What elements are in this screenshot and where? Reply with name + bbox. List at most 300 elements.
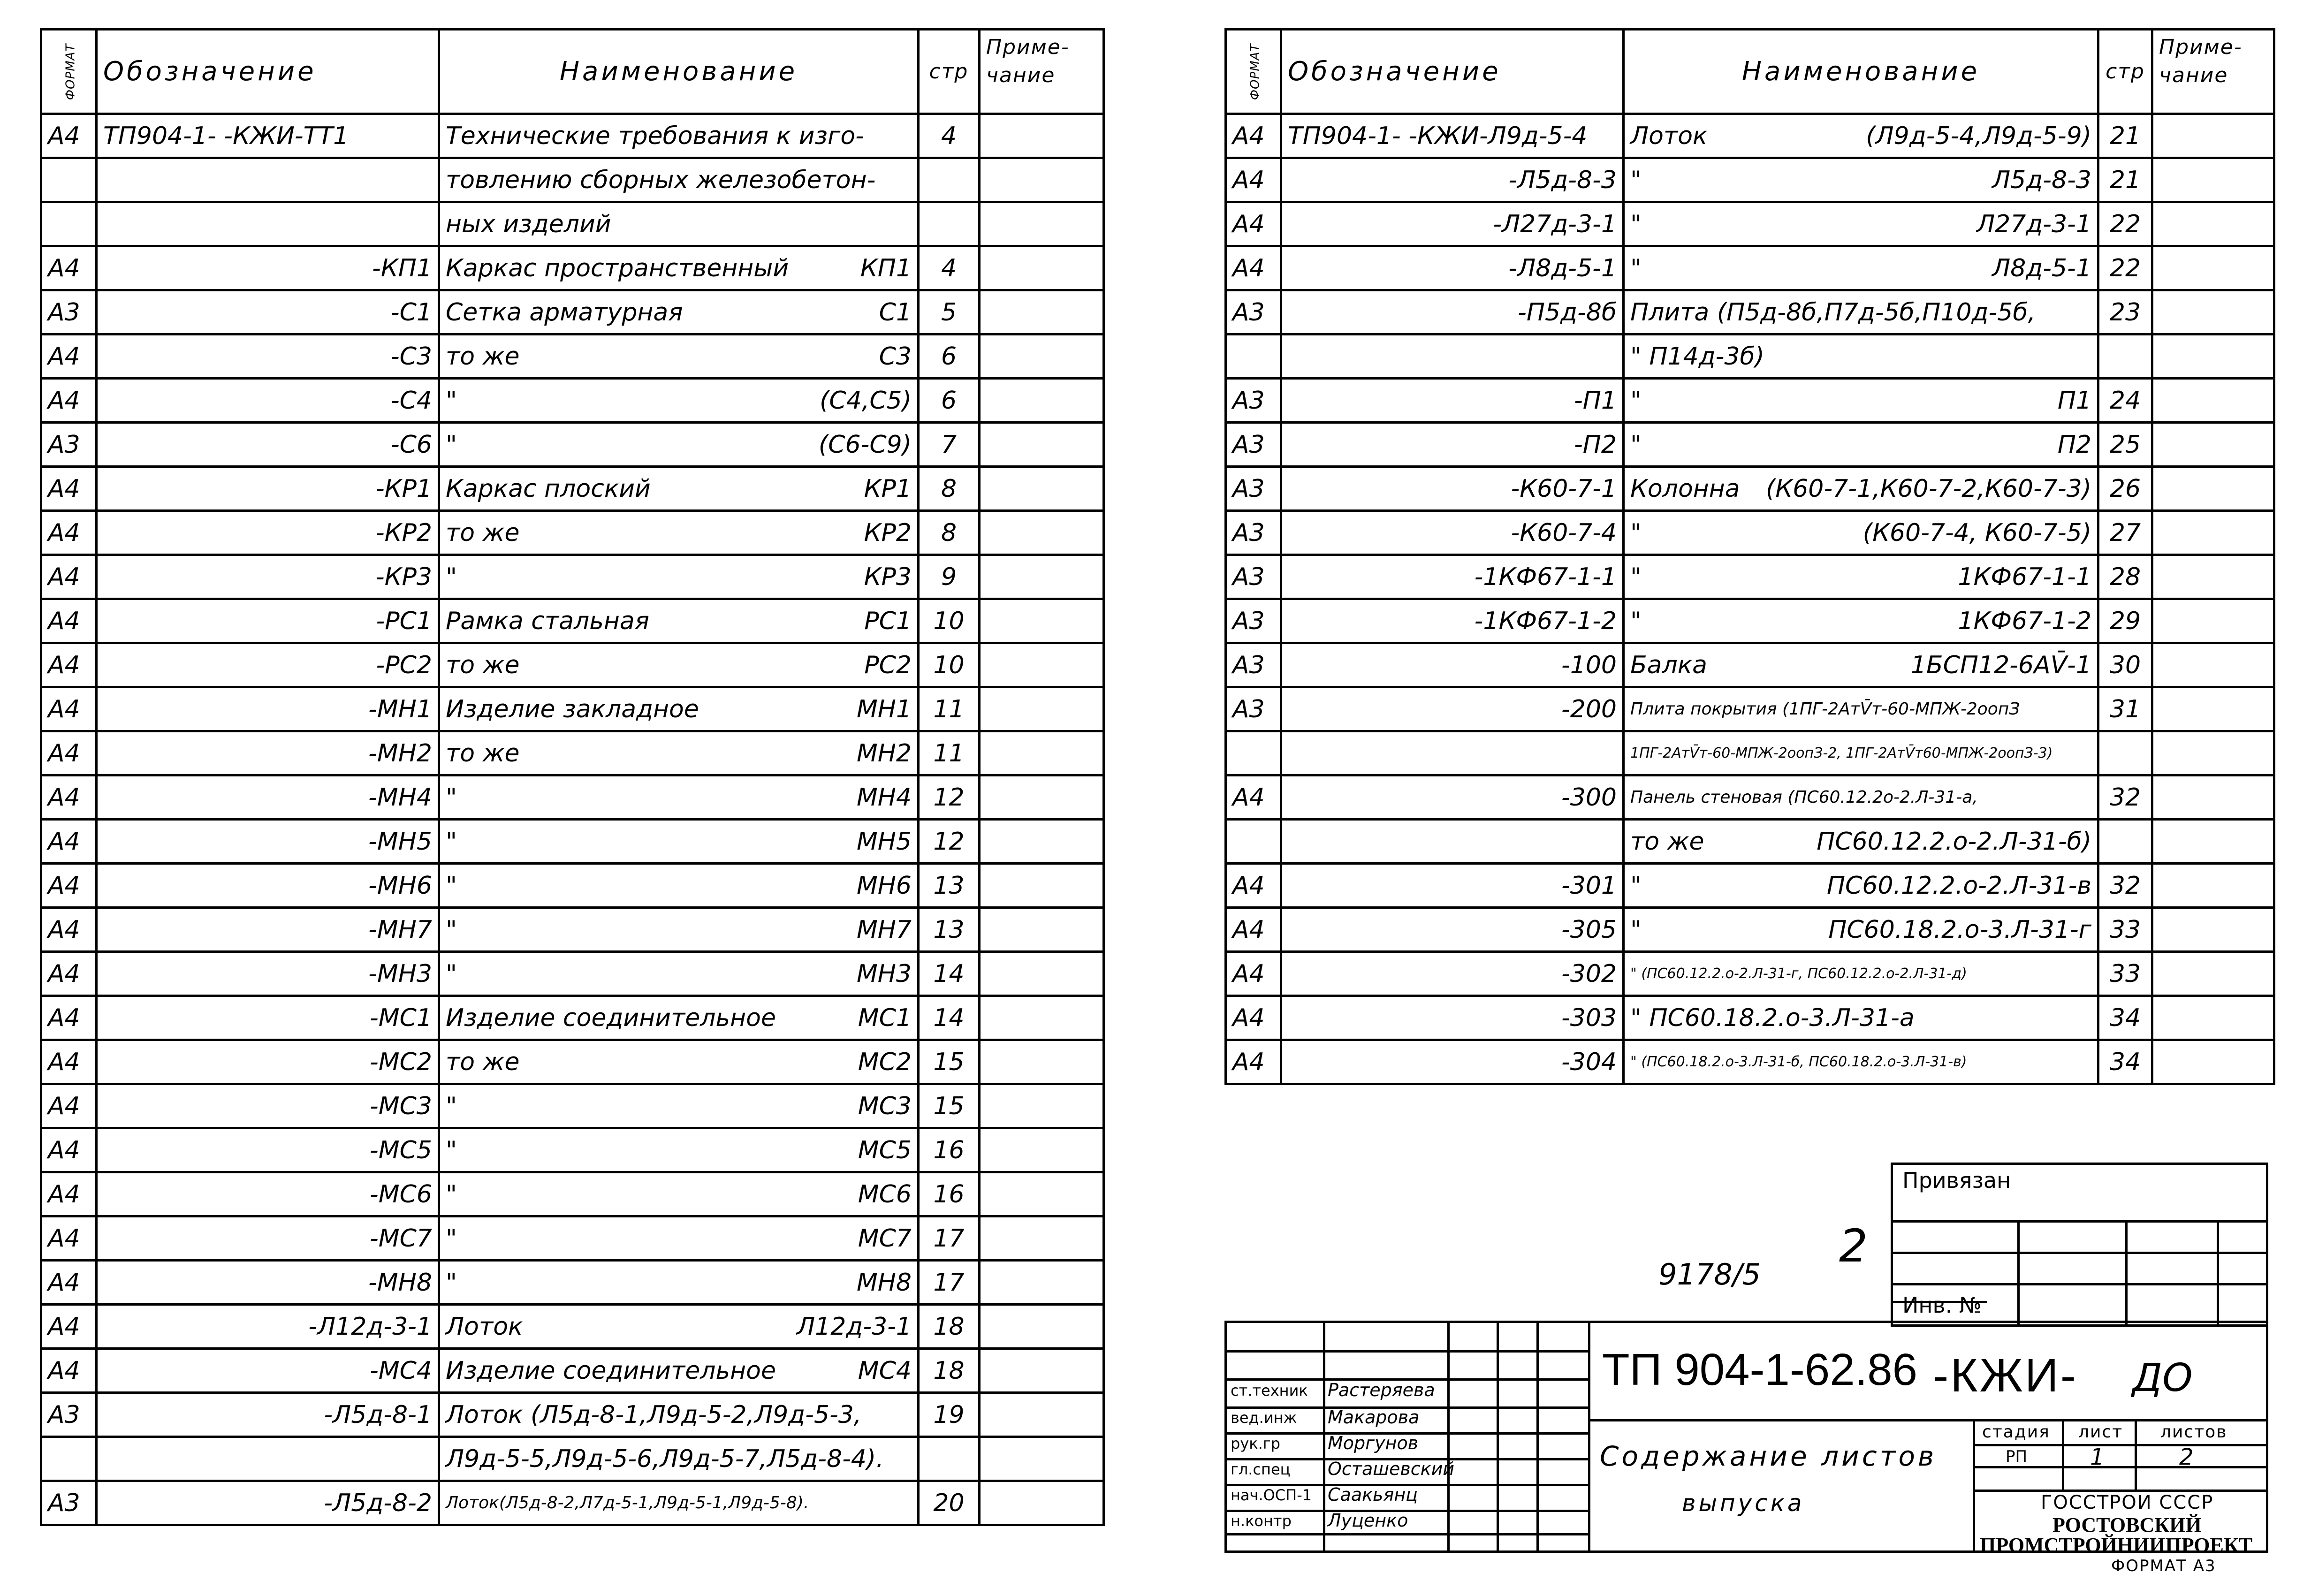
designation-cell: -303: [1281, 996, 1624, 1040]
format-cell: А4: [41, 1172, 97, 1216]
note-cell: [980, 423, 1104, 467]
item-mark: МС2: [858, 1048, 912, 1076]
format-cell: А4: [41, 643, 97, 687]
note-cell: [2152, 467, 2274, 511]
note-cell: [980, 1216, 1104, 1261]
item-mark: ПС60.12.2.о-2.Л-31-б): [1817, 827, 2091, 856]
name-cell: [1624, 952, 2098, 996]
table-row: [41, 731, 1104, 775]
page-cell: 17: [919, 1261, 980, 1305]
designation-cell: -МС1: [97, 996, 439, 1040]
item-name: ": [1630, 915, 1642, 944]
page-cell: 8: [919, 467, 980, 511]
page-cell: 15: [919, 1040, 980, 1084]
item-name: Технические требования к изго-: [446, 122, 864, 150]
format-cell: А4: [41, 511, 97, 555]
name-cell: [439, 996, 919, 1040]
document-code-suffix2: ДО: [2132, 1356, 2193, 1400]
format-cell: А3: [41, 1481, 97, 1525]
item-mark: (Л9д-5-4,Л9д-5-9): [1866, 122, 2091, 150]
item-name: Рамка стальная: [446, 607, 650, 635]
name-cell: [439, 511, 919, 555]
name-cell: [439, 114, 919, 158]
designation-cell: -МН6: [97, 864, 439, 908]
name-cell: [1624, 599, 2098, 643]
table-row: [41, 555, 1104, 599]
item-name: ": [1630, 166, 1642, 194]
table-row: [1226, 290, 2274, 334]
item-mark: 1КФ67-1-1: [1958, 562, 2091, 591]
item-mark: (К60-7-1,К60-7-2,К60-7-3): [1766, 474, 2091, 503]
page-cell: 30: [2098, 643, 2152, 687]
note-cell: [2152, 511, 2274, 555]
item-name: ": [446, 1224, 457, 1253]
format-cell: [1226, 731, 1281, 775]
page-cell: 12: [919, 820, 980, 864]
format-header-right: ФОРМАТ: [1226, 30, 1281, 114]
item-name: Сетка арматурная: [446, 298, 683, 327]
table-row: [41, 820, 1104, 864]
page-cell: 13: [919, 908, 980, 952]
format-cell: А4: [41, 467, 97, 511]
item-name: ": [1630, 518, 1642, 547]
name-cell: [439, 555, 919, 599]
table-row: [41, 158, 1104, 202]
name-cell: [439, 1437, 919, 1481]
archive-number: 9178/5: [1658, 1257, 1761, 1292]
item-name: ": [446, 386, 457, 415]
item-mark: П2: [2057, 430, 2091, 459]
designation-cell: -П2: [1281, 423, 1624, 467]
table-row: [1226, 114, 2274, 158]
item-name: ": [446, 827, 457, 856]
table-row: [41, 908, 1104, 952]
item-mark: МН7: [856, 915, 912, 944]
table-row: [1226, 334, 2274, 379]
item-mark: Л8д-5-1: [1992, 254, 2091, 282]
note-cell: [980, 114, 1104, 158]
signer-role: нач.ОСП-1: [1231, 1486, 1312, 1504]
right-rows: [1226, 114, 2274, 1084]
format-cell: А3: [41, 423, 97, 467]
note-cell: [2152, 158, 2274, 202]
name-cell: [439, 1128, 919, 1172]
page-cell: 8: [919, 511, 980, 555]
table-row: [41, 423, 1104, 467]
page-cell: 32: [2098, 864, 2152, 908]
document-title-line2: выпуска: [1682, 1490, 1805, 1517]
name-cell: [1624, 775, 2098, 820]
note-cell: [980, 555, 1104, 599]
stage-value: РП: [2006, 1447, 2028, 1466]
designation-cell: -305: [1281, 908, 1624, 952]
table-row: [41, 864, 1104, 908]
designation-cell: -С1: [97, 290, 439, 334]
item-mark: МС4: [858, 1356, 912, 1385]
right-register-table: [1224, 28, 2275, 1085]
item-mark: МН3: [856, 959, 912, 988]
format-cell: А4: [41, 1305, 97, 1349]
page-cell: 4: [919, 114, 980, 158]
table-row: [41, 1349, 1104, 1393]
designation-cell: -300: [1281, 775, 1624, 820]
format-cell: А3: [1226, 599, 1281, 643]
table-row: [41, 379, 1104, 423]
page-cell: [919, 202, 980, 246]
page-cell: [2098, 820, 2152, 864]
note-cell: [980, 467, 1104, 511]
item-name: Плита покрытия (1ПГ-2АтV̄т-60-МПЖ-2оопЗ: [1630, 699, 2020, 719]
item-name: Панель стеновая (ПС60.12.2о-2.Л-31-а,: [1630, 787, 1978, 807]
designation-cell: -Л5д-8-1: [97, 1393, 439, 1437]
name-cell: [1624, 158, 2098, 202]
format-cell: А4: [1226, 775, 1281, 820]
name-cell: [439, 290, 919, 334]
note-header-right: Приме- чание: [2152, 30, 2274, 114]
page-cell: 24: [2098, 379, 2152, 423]
name-cell: [1624, 379, 2098, 423]
designation-cell: [1281, 820, 1624, 864]
note-cell: [2152, 687, 2274, 731]
signer-role: гл.спец: [1231, 1460, 1291, 1478]
format-cell: А4: [41, 864, 97, 908]
title-block: [1224, 1321, 2268, 1557]
note-cell: [980, 1040, 1104, 1084]
note-cell: [2152, 731, 2274, 775]
item-name: Л9д-5-5,Л9д-5-6,Л9д-5-7,Л5д-8-4).: [446, 1444, 884, 1473]
designation-header-right: Обозначение: [1281, 30, 1624, 114]
table-row: [41, 202, 1104, 246]
sheet-value: 1: [2090, 1444, 2105, 1470]
org-line3: ПРОМСТРОЙНИИПРОЕКТ: [1980, 1534, 2253, 1557]
item-name: ": [446, 1268, 457, 1297]
note-cell: [2152, 246, 2274, 290]
table-row: [41, 775, 1104, 820]
page-header: стр: [919, 30, 980, 114]
note-cell: [980, 1349, 1104, 1393]
page-cell: 28: [2098, 555, 2152, 599]
page-cell: 5: [919, 290, 980, 334]
designation-cell: -РС2: [97, 643, 439, 687]
format-cell: А4: [41, 996, 97, 1040]
designation-cell: -1КФ67-1-2: [1281, 599, 1624, 643]
document-title-line1: Содержание листов: [1600, 1440, 1937, 1472]
name-cell: [439, 864, 919, 908]
name-cell: [439, 1084, 919, 1128]
signer-name: Макарова: [1328, 1407, 1420, 1428]
table-row: [41, 1084, 1104, 1128]
designation-cell: -200: [1281, 687, 1624, 731]
table-row: [1226, 643, 2274, 687]
item-mark: МН8: [856, 1268, 912, 1297]
format-cell: А4: [41, 1040, 97, 1084]
page-cell: 17: [919, 1216, 980, 1261]
note-cell: [2152, 290, 2274, 334]
name-cell: [439, 1216, 919, 1261]
item-mark: П1: [2057, 386, 2091, 415]
designation-cell: -100: [1281, 643, 1624, 687]
signer-role: рук.гр: [1231, 1435, 1280, 1452]
format-cell: [41, 202, 97, 246]
item-mark: МН4: [856, 783, 912, 812]
note-cell: [2152, 775, 2274, 820]
page-cell: [2098, 731, 2152, 775]
note-cell: [980, 599, 1104, 643]
name-cell: [439, 1040, 919, 1084]
table-row: [41, 687, 1104, 731]
designation-cell: -КР3: [97, 555, 439, 599]
name-cell: [439, 334, 919, 379]
item-mark: РС1: [864, 607, 912, 635]
table-row: [41, 467, 1104, 511]
format-cell: А4: [1226, 202, 1281, 246]
item-mark: С1: [879, 298, 912, 327]
designation-header: Обозначение: [97, 30, 439, 114]
format-cell: А4: [1226, 996, 1281, 1040]
name-cell: [1624, 202, 2098, 246]
item-name: ": [446, 871, 457, 900]
designation-cell: -КП1: [97, 246, 439, 290]
item-mark: Л5д-8-3: [1992, 166, 2091, 194]
table-row: [41, 952, 1104, 996]
item-mark: МН6: [856, 871, 912, 900]
designation-cell: -КР2: [97, 511, 439, 555]
note-cell: [2152, 643, 2274, 687]
name-cell: [439, 1261, 919, 1305]
note-cell: [980, 908, 1104, 952]
table-row: [41, 1040, 1104, 1084]
format-cell: А4: [41, 775, 97, 820]
note-cell: [2152, 820, 2274, 864]
page-cell: 33: [2098, 952, 2152, 996]
format-cell: А3: [1226, 555, 1281, 599]
org-line2: РОСТОВСКИЙ: [2053, 1513, 2202, 1536]
left-rows: [41, 114, 1104, 1525]
item-name: " (ПС60.12.2.о-2.Л-31-г, ПС60.12.2.о-2.Л-31-д): [1630, 965, 1967, 982]
note-cell: [2152, 864, 2274, 908]
format-cell: А3: [1226, 423, 1281, 467]
format-label: ФОРМАТ А3: [2111, 1557, 2216, 1575]
table-row: [41, 290, 1104, 334]
item-mark: РС2: [864, 651, 912, 679]
note-cell: [980, 643, 1104, 687]
item-name: ": [446, 1136, 457, 1164]
name-cell: [439, 1481, 919, 1525]
signer-role: н.контр: [1231, 1512, 1292, 1530]
name-cell: [1624, 864, 2098, 908]
name-cell: [1624, 643, 2098, 687]
page-cell: 9: [919, 555, 980, 599]
note-cell: [2152, 599, 2274, 643]
name-cell: [439, 908, 919, 952]
binding-block: [1891, 1163, 2268, 1327]
note-cell: [980, 202, 1104, 246]
inv-label: Инв. №: [1902, 1292, 1982, 1318]
signer-name: Осташевский: [1328, 1459, 1455, 1479]
designation-cell: -С4: [97, 379, 439, 423]
designation-cell: -302: [1281, 952, 1624, 996]
name-cell: [439, 1393, 919, 1437]
designation-cell: [1281, 731, 1624, 775]
item-name: то же: [446, 342, 520, 371]
item-name: ": [446, 562, 457, 591]
designation-cell: -МН7: [97, 908, 439, 952]
format-header: ФОРМАТ: [41, 30, 97, 114]
item-name: ": [446, 959, 457, 988]
name-cell: [439, 599, 919, 643]
page-cell: 26: [2098, 467, 2152, 511]
table-row: [41, 996, 1104, 1040]
page-cell: 21: [2098, 114, 2152, 158]
name-cell: [439, 643, 919, 687]
item-name: ": [1630, 607, 1642, 635]
format-cell: А4: [1226, 246, 1281, 290]
designation-cell: -МН3: [97, 952, 439, 996]
item-mark: МН5: [856, 827, 912, 856]
designation-cell: -Л5д-8-2: [97, 1481, 439, 1525]
format-cell: А3: [41, 1393, 97, 1437]
note-cell: [980, 379, 1104, 423]
table-row: [41, 334, 1104, 379]
format-cell: А4: [41, 687, 97, 731]
note-cell: [980, 1437, 1104, 1481]
format-cell: А4: [41, 334, 97, 379]
name-cell: [1624, 334, 2098, 379]
name-cell: [439, 687, 919, 731]
note-cell: [2152, 114, 2274, 158]
item-mark: МС5: [858, 1136, 912, 1164]
note-cell: [2152, 334, 2274, 379]
page-cell: 10: [919, 643, 980, 687]
page-cell: 16: [919, 1172, 980, 1216]
page-cell: 19: [919, 1393, 980, 1437]
designation-cell: -П1: [1281, 379, 1624, 423]
format-cell: [41, 1437, 97, 1481]
document-code: ТП 904-1-62.86: [1602, 1345, 1918, 1395]
page-cell: 15: [919, 1084, 980, 1128]
name-cell: [1624, 687, 2098, 731]
designation-cell: -МН1: [97, 687, 439, 731]
designation-cell: -К60-7-4: [1281, 511, 1624, 555]
item-name: ": [446, 783, 457, 812]
page-cell: 29: [2098, 599, 2152, 643]
item-name: Каркас пространственный: [446, 254, 789, 282]
item-mark: (С6-С9): [818, 430, 912, 459]
table-row: [41, 1128, 1104, 1172]
item-mark: (К60-7-4, К60-7-5): [1862, 518, 2091, 547]
page-cell: 11: [919, 731, 980, 775]
format-cell: А4: [1226, 1040, 1281, 1084]
designation-cell: -МС7: [97, 1216, 439, 1261]
note-cell: [2152, 952, 2274, 996]
signer-role: ст.техник: [1231, 1382, 1308, 1399]
page-cell: 14: [919, 996, 980, 1040]
page-cell: 12: [919, 775, 980, 820]
item-mark: Л12д-3-1: [797, 1312, 912, 1341]
name-cell: [439, 467, 919, 511]
note-cell: [980, 1084, 1104, 1128]
format-cell: А4: [41, 1216, 97, 1261]
signer-name: Моргунов: [1328, 1433, 1419, 1453]
item-mark: ПС60.12.2.о-2.Л-31-в: [1826, 871, 2091, 900]
format-cell: А4: [1226, 114, 1281, 158]
signer-name: Луценко: [1328, 1510, 1408, 1531]
format-cell: А4: [1226, 908, 1281, 952]
name-cell: [439, 379, 919, 423]
item-mark: МС1: [858, 1003, 912, 1032]
note-cell: [980, 864, 1104, 908]
note-cell: [980, 1261, 1104, 1305]
page-cell: [919, 1437, 980, 1481]
item-name: ": [446, 1180, 457, 1208]
table-row: [1226, 599, 2274, 643]
table-row: [1226, 952, 2274, 996]
designation-cell: -С3: [97, 334, 439, 379]
designation-cell: -Л8д-5-1: [1281, 246, 1624, 290]
designation-cell: -П5д-8б: [1281, 290, 1624, 334]
name-cell: [1624, 423, 2098, 467]
name-cell: [439, 246, 919, 290]
name-cell: [1624, 555, 2098, 599]
item-name: " П14д-3б): [1630, 342, 1764, 371]
signer-role: вед.инж: [1231, 1409, 1297, 1427]
format-cell: [1226, 334, 1281, 379]
designation-cell: -К60-7-1: [1281, 467, 1624, 511]
note-cell: [2152, 908, 2274, 952]
table-row: [1226, 511, 2274, 555]
name-cell: [1624, 731, 2098, 775]
table-row: [1226, 775, 2274, 820]
name-cell: [1624, 820, 2098, 864]
format-cell: А3: [1226, 511, 1281, 555]
note-cell: [2152, 423, 2274, 467]
designation-cell: -Л5д-8-3: [1281, 158, 1624, 202]
item-mark: МН1: [856, 695, 912, 723]
page-cell: 31: [2098, 687, 2152, 731]
name-cell: [439, 731, 919, 775]
note-cell: [980, 1128, 1104, 1172]
item-name: Лоток: [1630, 122, 1708, 150]
name-cell: [1624, 114, 2098, 158]
item-name: ": [446, 430, 457, 459]
table-row: [1226, 820, 2274, 864]
org-line1: ГОССТРОИ СССР: [2041, 1492, 2214, 1513]
note-cell: [2152, 202, 2274, 246]
note-cell: [980, 996, 1104, 1040]
format-cell: А4: [41, 908, 97, 952]
item-name: то же: [446, 651, 520, 679]
note-cell: [980, 290, 1104, 334]
item-name: ": [1630, 254, 1642, 282]
name-cell: [1624, 1040, 2098, 1084]
table-row: [1226, 423, 2274, 467]
format-cell: А4: [41, 555, 97, 599]
page-cell: 23: [2098, 290, 2152, 334]
format-cell: А4: [41, 1349, 97, 1393]
page-cell: 34: [2098, 1040, 2152, 1084]
item-name: Лоток(Л5д-8-2,Л7д-5-1,Л9д-5-1,Л9д-5-8).: [446, 1493, 809, 1512]
table-row: [41, 1216, 1104, 1261]
table-row: [1226, 158, 2274, 202]
table-row: [41, 1305, 1104, 1349]
page-cell: 6: [919, 379, 980, 423]
format-cell: А4: [41, 952, 97, 996]
name-cell: [1624, 290, 2098, 334]
item-mark: Л27д-3-1: [1977, 210, 2091, 238]
table-row: [1226, 731, 2274, 775]
page-cell: 27: [2098, 511, 2152, 555]
designation-cell: -С6: [97, 423, 439, 467]
